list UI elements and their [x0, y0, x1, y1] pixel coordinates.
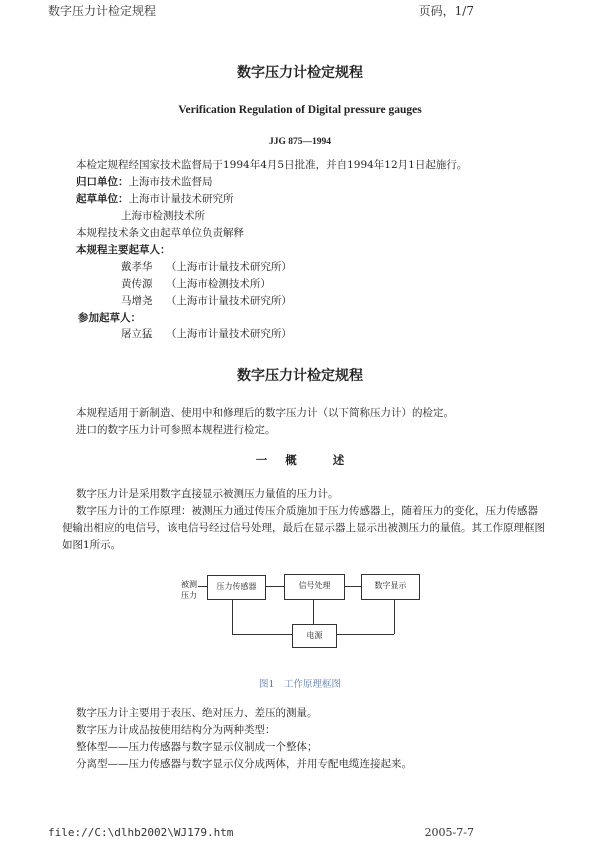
page-number: 页码，1/7: [418, 4, 474, 18]
interpretation-note: 本规程技术条文由起草单位负责解释: [76, 227, 244, 239]
participant-row: [121, 327, 292, 341]
participant-org: （上海市计量技术研究所）: [165, 328, 292, 340]
print-date: 2005-7-7: [424, 826, 474, 839]
power-to-sensor-horizontal: [232, 634, 292, 635]
english-title: Verification Regulation of Digital pressure gauges: [178, 104, 422, 116]
overview-line-1: 数字压力计是采用数字直接显示被测压力量值的压力计。: [76, 488, 339, 500]
box-power-supply: 电源: [292, 624, 337, 648]
drafting-unit-1: 上海市计量技术研究所: [128, 193, 234, 205]
box-signal-processing: 信号处理: [284, 574, 345, 600]
overview-line-4: 如图1所示。: [62, 539, 122, 551]
approval-text: 本检定规程经国家技术监督局于1994年4月5日批准，并自1994年12月1日起施行。: [76, 159, 468, 171]
drafting-unit-2: 上海市检测技术所: [121, 210, 205, 222]
drafter-row: [121, 260, 292, 274]
drafter-row: [121, 294, 292, 308]
arrow-signal-to-display: [344, 586, 361, 587]
power-to-signal-line: [313, 599, 314, 624]
drafter-org: （上海市计量技术研究所）: [165, 261, 292, 273]
page-header: [0, 0, 600, 20]
drafter-name: 戴孝华: [121, 261, 153, 273]
responsible-unit: [76, 175, 213, 189]
usage-line-2: 数字压力计成品按使用结构分为两种类型：: [76, 724, 276, 736]
standard-code: JJG 875—1994: [268, 137, 331, 147]
power-to-display-horizontal: [336, 634, 394, 635]
overview-line-2: 数字压力计的工作原理：被测压力通过传压介质施加于压力传感器上，随着压力的变化，压力传感器: [76, 505, 538, 517]
responsible-unit-value: 上海市技术监督局: [128, 176, 213, 188]
responsible-unit-label: 归口单位：: [76, 176, 129, 188]
box-digital-display: 数字显示: [361, 574, 420, 600]
section-heading-overview: 一 概 述: [255, 453, 345, 467]
drafting-unit: [76, 192, 234, 206]
document-title: 数字压力计检定规程: [237, 65, 363, 81]
drafter-name: 黄传源: [121, 278, 153, 290]
header-title: 数字压力计检定规程: [48, 4, 157, 18]
participants-label: 参加起草人：: [78, 312, 141, 324]
input-label-1: 被测: [181, 580, 197, 589]
second-title: 数字压力计检定规程: [237, 368, 363, 384]
main-drafters-label: 本规程主要起草人：: [76, 244, 171, 256]
figure-caption: 图1 工作原理框图: [258, 679, 342, 690]
usage-line-1: 数字压力计主要用于表压、绝对压力、差压的测量。: [76, 707, 318, 719]
participant-name: 屠立猛: [121, 328, 153, 340]
scope-line-1: 本规程适用于新制造、使用中和修理后的数字压力计（以下简称压力计）的检定。: [76, 407, 454, 419]
scope-line-2: 进口的数字压力计可参照本规程进行检定。: [76, 424, 276, 436]
power-to-display-vertical: [394, 599, 395, 634]
drafter-row: [121, 277, 271, 291]
drafting-unit-label: 起草单位：: [76, 193, 129, 205]
file-path: file://C:\dlhb2002\WJ179.htm: [48, 826, 234, 839]
usage-line-4: 分离型——压力传感器与数字显示仪分成两体，并用专配电缆连接起来。: [76, 758, 412, 770]
drafter-org: （上海市检测技术所）: [165, 278, 271, 290]
input-label-2: 压力: [181, 591, 197, 600]
drafter-org: （上海市计量技术研究所）: [165, 295, 292, 307]
usage-line-3: 整体型——压力传感器与数字显示仪制成一个整体；: [76, 741, 318, 753]
arrow-sensor-to-signal: [265, 586, 284, 587]
drafter-name: 马增尧: [121, 295, 153, 307]
box-pressure-sensor: 压力传感器: [207, 575, 266, 600]
power-to-sensor-vertical: [232, 599, 233, 634]
page-footer: [0, 826, 600, 846]
overview-line-3: 便输出相应的电信号，该电信号经过信号处理，最后在显示器上显示出被测压力的量值。其工作原理框图: [62, 522, 545, 534]
